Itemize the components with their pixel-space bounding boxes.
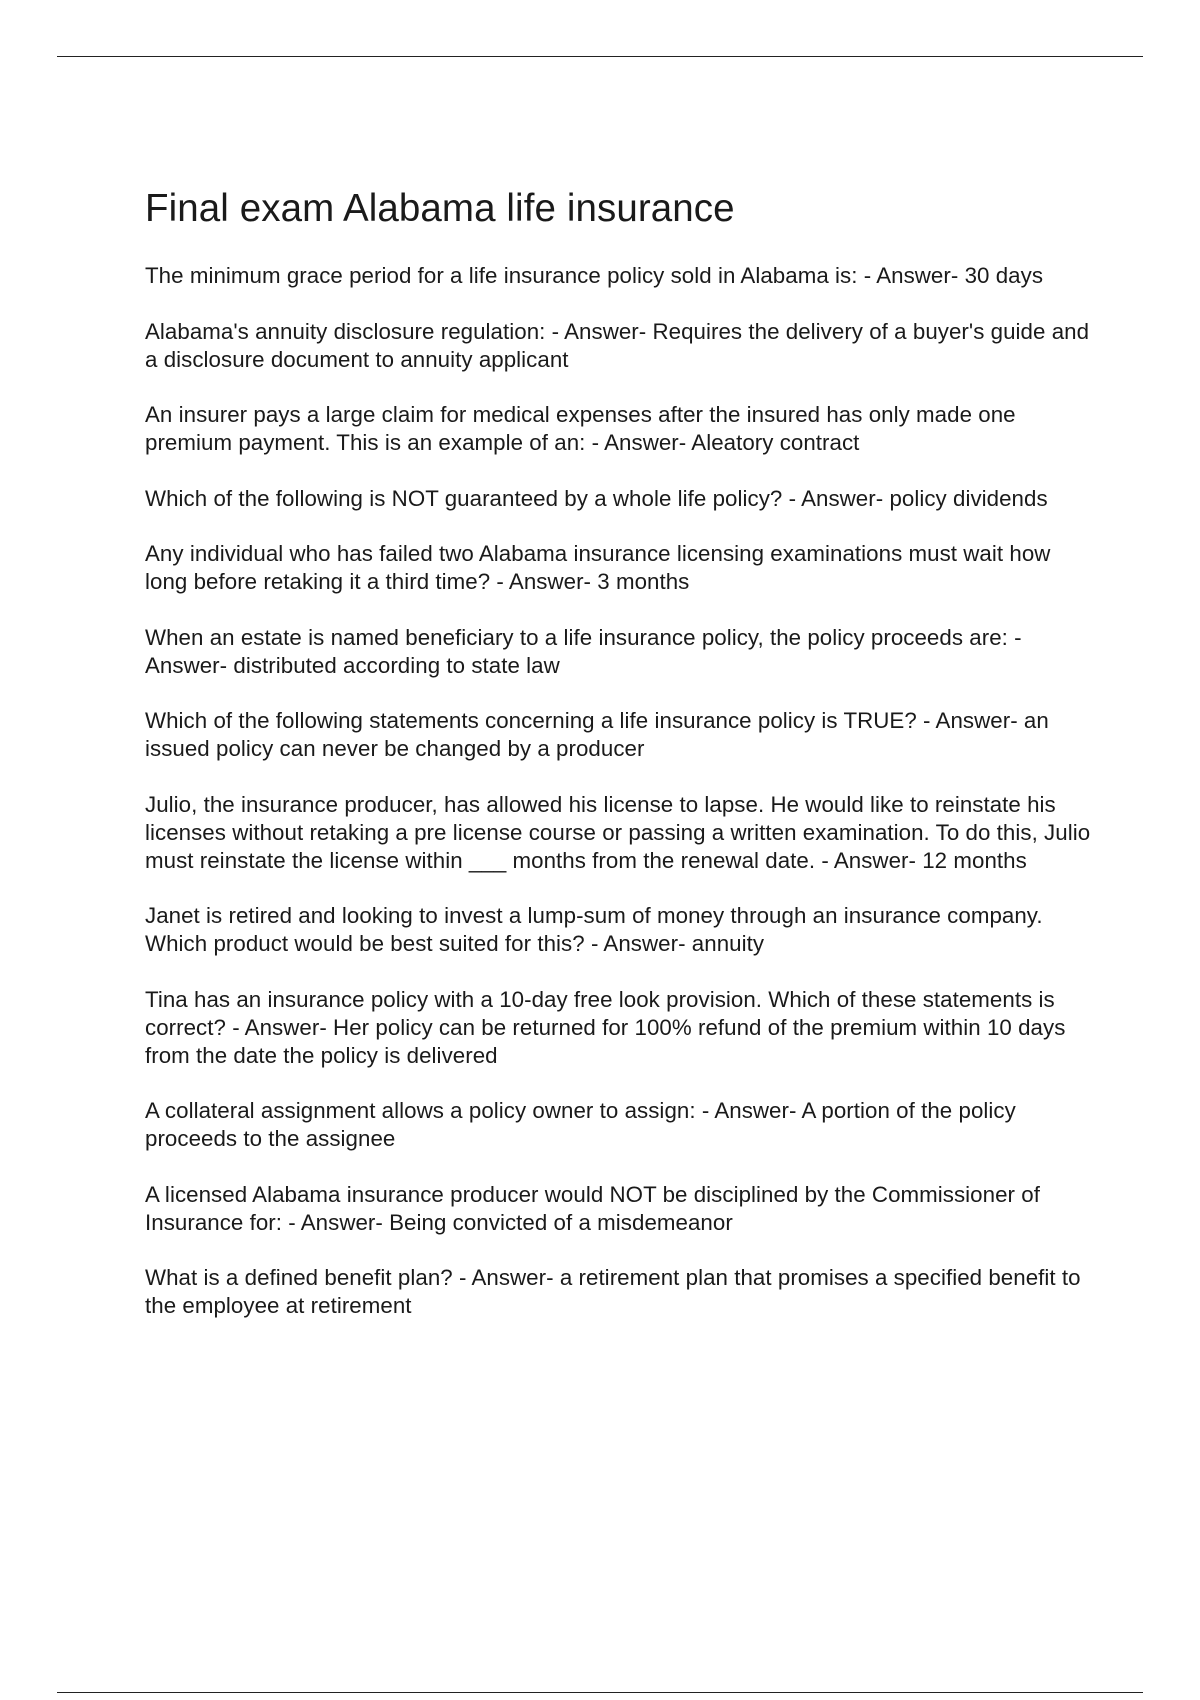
qa-item: A collateral assignment allows a policy owner to assign: - Answer- A portion of the policy proceeds to the assignee [145, 1098, 1016, 1152]
qa-item: Tina has an insurance policy with a 10-day free look provision. Which of these statements is correct? - Answer- Her policy can be returned for 100% refund of the premium within 10 days from the date the policy is delivered [145, 986, 1066, 1068]
qa-item: Which of the following statements concerning a life insurance policy is TRUE? - Answer- an issued policy can never be changed by a producer [145, 708, 1049, 762]
bottom-divider [57, 1692, 1143, 1693]
qa-item: Alabama's annuity disclosure regulation: - Answer- Requires the delivery of a buyer's guide and a disclosure document to annuity applicant [145, 318, 1090, 372]
page-title: Final exam Alabama life insurance [145, 187, 735, 230]
document-body [145, 186, 1095, 1348]
qa-item: Janet is retired and looking to invest a lump-sum of money through an insurance company. Which product would be best suited for this? - Answer- annuity [145, 903, 1043, 957]
qa-item: What is a defined benefit plan? - Answer- a retirement plan that promises a specified benefit to the employee at retirement [145, 1265, 1081, 1319]
top-divider [57, 56, 1143, 57]
qa-item: The minimum grace period for a life insurance policy sold in Alabama is: - Answer- 30 days [145, 263, 1044, 289]
qa-item: Which of the following is NOT guaranteed by a whole life policy? - Answer- policy dividends [145, 485, 1048, 511]
qa-item: An insurer pays a large claim for medical expenses after the insured has only made one premium payment. This is an example of an: - Answer- Aleatory contract [145, 402, 1016, 456]
qa-item: A licensed Alabama insurance producer would NOT be disciplined by the Commissioner of Insurance for: - Answer- Being convicted of a misdemeanor [145, 1181, 1040, 1235]
qa-item: Julio, the insurance producer, has allowed his license to lapse. He would like to reinstate his licenses without retaking a pre license course or passing a written examination. To do this, Julio must reinstate the license within ___ months from the renewal date. - Answer- 12 months [145, 791, 1091, 873]
qa-item: When an estate is named beneficiary to a life insurance policy, the policy proceeds are: - Answer- distributed according to state law [145, 624, 1022, 678]
qa-item: Any individual who has failed two Alabama insurance licensing examinations must wait how long before retaking it a third time? - Answer- 3 months [145, 541, 1051, 595]
